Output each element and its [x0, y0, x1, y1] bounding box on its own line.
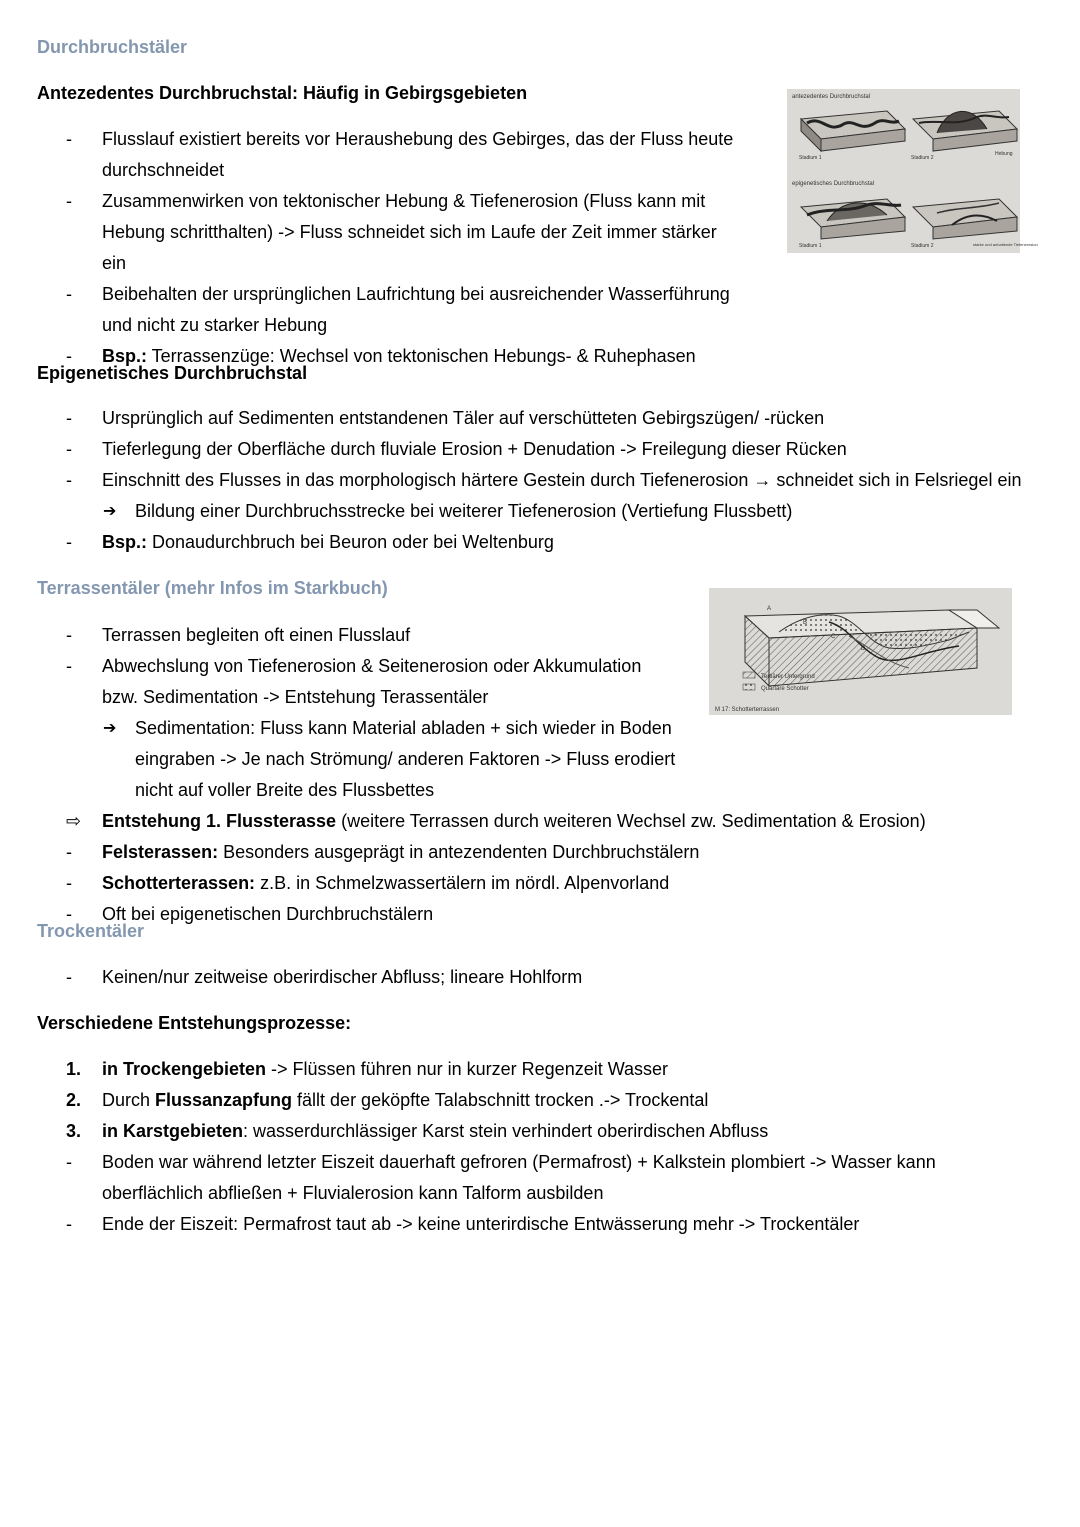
- dash-marker: -: [66, 842, 72, 862]
- fig-legend-tertiaer: Tertiärer Untergrund: [761, 674, 815, 680]
- fig-label-antezedent: antezedentes Durchbruchstal: [792, 94, 871, 100]
- dash-marker: -: [66, 470, 72, 490]
- fig-legend-quartaer: Quartäre Schotter: [761, 686, 809, 692]
- block-epigenetic-stage2: [913, 199, 1017, 239]
- fig-stage2-top: Stadium 2: [911, 155, 934, 161]
- subheading-entstehungsprozesse: Verschiedene Entstehungsprozesse:: [37, 1013, 352, 1033]
- list-item: - Einschnitt des Flusses in das morphologisch härtere Gestein durch Tiefenerosion → schneidet sich in Felsriegel ein: [0, 465, 1040, 496]
- dash-marker: -: [66, 625, 72, 645]
- list-item: - Bsp.: Terrassenzüge: Wechsel von tektonischen Hebungs- & Ruhephasen: [0, 341, 745, 372]
- fig-letter-b: B: [803, 620, 808, 626]
- fig-letter-a: A: [767, 606, 772, 612]
- durchbruchstal-diagram: [787, 89, 1038, 253]
- list-item: - Terrassen begleiten oft einen Flusslauf: [0, 620, 1040, 651]
- subheading-epigenetic: Epigenetisches Durchbruchstal: [37, 363, 308, 383]
- list-trockentaeler: [0, 962, 1040, 993]
- fig-caption: M 17: Schotterterrassen: [715, 707, 780, 713]
- subheading-antezedent: Antezedentes Durchbruchstal: Häufig in Gebirgsgebieten: [37, 83, 528, 103]
- list-item: - Beibehalten der ursprünglichen Laufrichtung bei ausreichender Wasserführung und nicht zu starker Hebung: [0, 279, 745, 341]
- fig-letter-c: C: [831, 634, 836, 640]
- fig-stage1-bottom: Stadium 1: [799, 243, 822, 249]
- list-item: - Oft bei epigenetischen Durchbruchstälern: [0, 899, 1040, 930]
- section-title-terrassentaeler: Terrassentäler (mehr Infos im Starkbuch): [37, 578, 388, 598]
- figure-durchbruchstal-stages: [787, 89, 1038, 253]
- implies-arrow-icon: ⇨: [66, 811, 82, 831]
- list-item: - Bsp.: Donaudurchbruch bei Beuron oder bei Weltenburg: [0, 527, 1040, 558]
- dash-marker: -: [66, 284, 72, 304]
- arrow-icon: ➔: [103, 503, 117, 520]
- dash-marker: -: [66, 408, 72, 428]
- block-epigenetic-stage1: [801, 199, 905, 239]
- fig-stage2-bottom: Stadium 2: [911, 243, 934, 249]
- list-item: - Keinen/nur zeitweise oberirdischer Abfluss; lineare Hohlform: [0, 962, 1040, 993]
- fig-note: starke und anhaltende Tiefenerosion: [973, 242, 1038, 247]
- section-title-durchbruchstaeler: Durchbruchstäler: [37, 37, 188, 57]
- list-item: ➔ Bildung einer Durchbruchsstrecke bei weiterer Tiefenerosion (Vertiefung Flussbett): [0, 496, 1040, 527]
- list-item: - Abwechslung von Tiefenerosion & Seitenerosion oder Akkumulation bzw. Sedimentation -> Entstehung Terassentäler: [0, 651, 660, 713]
- list-item: - Zusammenwirken von tektonischer Hebung & Tiefenerosion (Fluss kann mit Hebung schritthalten) -> Fluss schneidet sich im Laufe der Zeit immer stärker ein: [0, 186, 745, 279]
- block-antezedent-stage1: [801, 111, 905, 151]
- number-marker: 3.: [66, 1121, 82, 1141]
- list-item: - Flusslauf existiert bereits vor Heraushebung des Gebirges, das der Fluss heute durchschneidet: [0, 124, 745, 186]
- list-item: 2. Durch Flussanzapfung fällt der geköpfte Talabschnitt trocken .-> Trockental: [0, 1085, 1000, 1116]
- dash-marker: -: [66, 439, 72, 459]
- arrow-icon: ➔: [103, 720, 117, 737]
- list-item: - Tieferlegung der Oberfläche durch fluviale Erosion + Denudation -> Freilegung dieser Rücken: [0, 434, 1040, 465]
- list-antezedent: [0, 124, 745, 372]
- dash-marker: -: [66, 532, 72, 552]
- fig-stage1-top: Stadium 1: [799, 155, 822, 161]
- list-epigenetic: [0, 403, 1040, 558]
- dash-marker: -: [66, 1152, 72, 1172]
- list-item: - Boden war während letzter Eiszeit dauerhaft gefroren (Permafrost) + Kalkstein plombiert -> Wasser kann oberflächlich abfließen + Fluvialerosion kann Talform ausbilden: [0, 1147, 952, 1209]
- fig-hebung: Hebung: [995, 151, 1013, 157]
- dash-marker: -: [66, 129, 72, 149]
- list-terrassentaeler: [0, 620, 1040, 930]
- fig-label-epigenetic: epigenetisches Durchbruchstal: [792, 181, 875, 187]
- list-item: - Ursprünglich auf Sedimenten entstandenen Täler auf verschütteten Gebirgszügen/ -rücken: [0, 403, 1040, 434]
- section-title-trockentaeler: Trockentäler: [37, 921, 145, 941]
- dash-marker: -: [66, 656, 72, 676]
- dash-marker: -: [66, 191, 72, 211]
- list-item: ⇨ Entstehung 1. Flussterasse (weitere Terrassen durch weiteren Wechsel zw. Sedimentation & Erosion): [0, 806, 1040, 837]
- dash-marker: -: [66, 873, 72, 893]
- number-marker: 2.: [66, 1090, 82, 1110]
- list-item: - Felsterassen: Besonders ausgeprägt in antezendenten Durchbruchstälern: [0, 837, 1040, 868]
- block-antezedent-stage2: [913, 111, 1017, 151]
- dash-marker: -: [66, 967, 72, 987]
- dash-marker: -: [66, 1214, 72, 1234]
- list-item: - Ende der Eiszeit: Permafrost taut ab -> keine unterirdische Entwässerung mehr -> Trockentäler: [0, 1209, 1000, 1240]
- list-item: 3. in Karstgebieten: wasserdurchlässiger Karst stein verhindert oberirdischen Abfluss: [0, 1116, 1000, 1147]
- dash-marker: -: [66, 346, 72, 366]
- dash-marker: -: [66, 904, 72, 924]
- list-item: - Schotterterassen: z.B. in Schmelzwassertälern im nördl. Alpenvorland: [0, 868, 1040, 899]
- number-marker: 1.: [66, 1059, 82, 1079]
- list-item: ➔ Sedimentation: Fluss kann Material abladen + sich wieder in Boden eingraben -> Je nach Strömung/ anderen Faktoren -> Fluss erodiert nicht auf voller Breite des Flussbettes: [0, 713, 715, 806]
- list-item: 1. in Trockengebieten -> Flüssen führen nur in kurzer Regenzeit Wasser: [0, 1054, 1000, 1085]
- list-entstehungsprozesse: [0, 1054, 1000, 1240]
- fig-letter-d: D: [861, 646, 866, 652]
